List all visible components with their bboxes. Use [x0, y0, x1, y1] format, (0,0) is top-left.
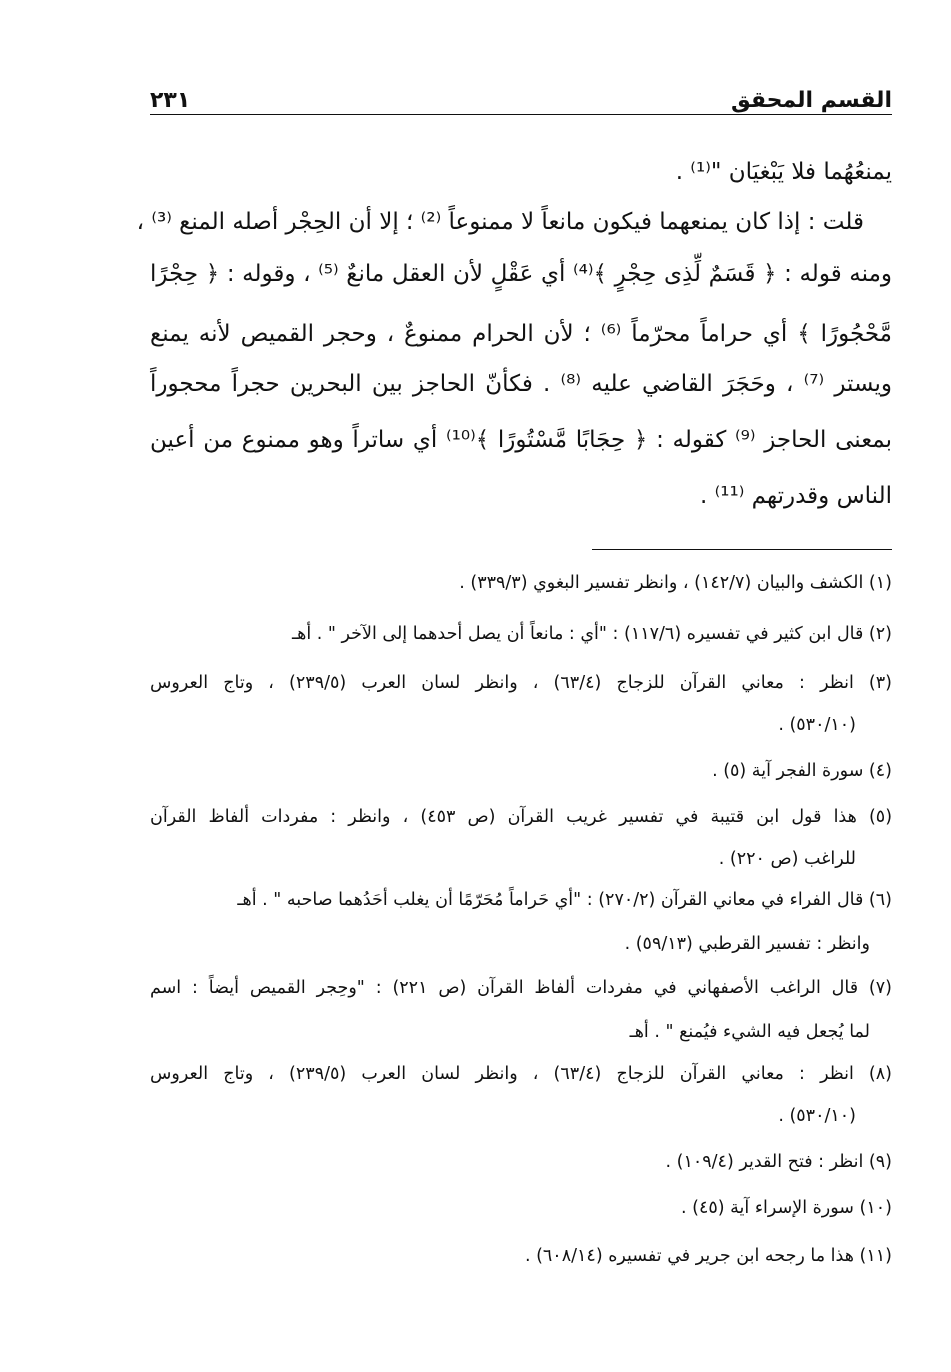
- footnote-7: (٧) قال الراغب الأصفهاني في مفردات ألفاظ القرآن (ص ٢٢١) : "وحِجر القميص أيضاً : اسم: [150, 978, 892, 998]
- footnote-11: (١١) هذا ما رجحه ابن جرير في تفسيره (٦٠٨/١٤) .: [524, 1246, 892, 1266]
- footnote-7-continuation: لما يُجعل فيه الشيء فيُمنع " . أهـ: [629, 1022, 870, 1042]
- footnote-2: (٢) قال ابن كثير في تفسيره (١١٧/٦) : "أي : مانعاً أن يصل أحدهما إلى الآخر " . أهـ: [291, 624, 892, 644]
- page-header: [150, 88, 892, 115]
- footnote-4: (٤) سورة الفجر آية (٥) .: [712, 761, 892, 781]
- footnote-5: (٥) هذا قول ابن قتيبة في تفسير غريب القرآن (ص ٤٥٣) ، وانظر : مفردات ألفاظ القرآن: [150, 807, 893, 827]
- footnote-3: (٣) انظر : معاني القرآن للزجاج (٦٣/٤) ، وانظر لسان العرب (٢٣٩/٥) ، وتاج العروس: [150, 673, 892, 693]
- footnote-8-continuation: (٥٣٠/١٠) .: [778, 1106, 856, 1126]
- footnote-5-continuation: للراغب (ص ٢٢٠) .: [718, 849, 856, 869]
- text-line: مَّحْجُورًا ﴾ أي حراماً محرّماً ⁽⁶⁾ ؛ لأن الحرام ممنوعٌ ، وحجر القميص لأنه يمنع: [150, 321, 892, 347]
- text-line: بمعنى الحاجز ⁽⁹⁾ كقوله : ﴿ حِجَابًا مَّسْتُورًا ﴾⁽¹⁰⁾ أي ساتراً وهو ممنوع من أعين: [150, 427, 893, 453]
- text-line: قلت : إذا كان يمنعهما فيكون مانعاً لا ممنوعاً ⁽²⁾ ؛ إلا أن الحِجْر أصله المنع ⁽³⁾ ،: [136, 209, 864, 235]
- footnote-3-continuation: (٥٣٠/١٠) .: [778, 715, 856, 735]
- footnote-6-continuation: وانظر : تفسير القرطبي (٥٩/١٣) .: [624, 934, 870, 954]
- footnote-9: (٩) انظر : فتح القدير (١٠٩/٤) .: [665, 1152, 892, 1172]
- footnote-separator: [592, 549, 892, 550]
- text-line: ومنه قوله : ﴿ قَسَمٌ لِّذِى حِجْرٍ ﴾⁽⁴⁾ أي عَقْلٍ لأن العقل مانعٌ ⁽⁵⁾ ، وقوله : ﴿ حِجْرًا: [150, 261, 892, 287]
- footnote-6: (٦) قال الفراء في معاني القرآن (٢٧٠/٢) : "أي حَراماً مُحَرّمًا أن يغلب أحَدُهما صاحبه " . أهـ: [237, 890, 892, 910]
- text-line: الناس وقدرتهم ⁽¹¹⁾ .: [699, 483, 892, 509]
- footnote-1: (١) الكشف والبيان (١٤٢/٧) ، وانظر تفسير البغوي (٣٣٩/٣) .: [459, 573, 892, 593]
- footnote-8: (٨) انظر : معاني القرآن للزجاج (٦٣/٤) ، وانظر لسان العرب (٢٣٩/٥) ، وتاج العروس: [150, 1064, 892, 1084]
- footnote-10: (١٠) سورة الإسراء آية (٤٥) .: [680, 1198, 892, 1218]
- running-title: القسم المحقق: [730, 88, 892, 113]
- page-number: ٢٣١: [150, 88, 191, 113]
- text-line: يمنعُهُما فلا يَبْغيَان "⁽¹⁾ .: [675, 159, 892, 185]
- text-line: ويستر ⁽⁷⁾ ، وحَجَرَ القاضي عليه ⁽⁸⁾ . فكأنّ الحاجز بين البحرين حجراً محجوراً: [150, 371, 892, 397]
